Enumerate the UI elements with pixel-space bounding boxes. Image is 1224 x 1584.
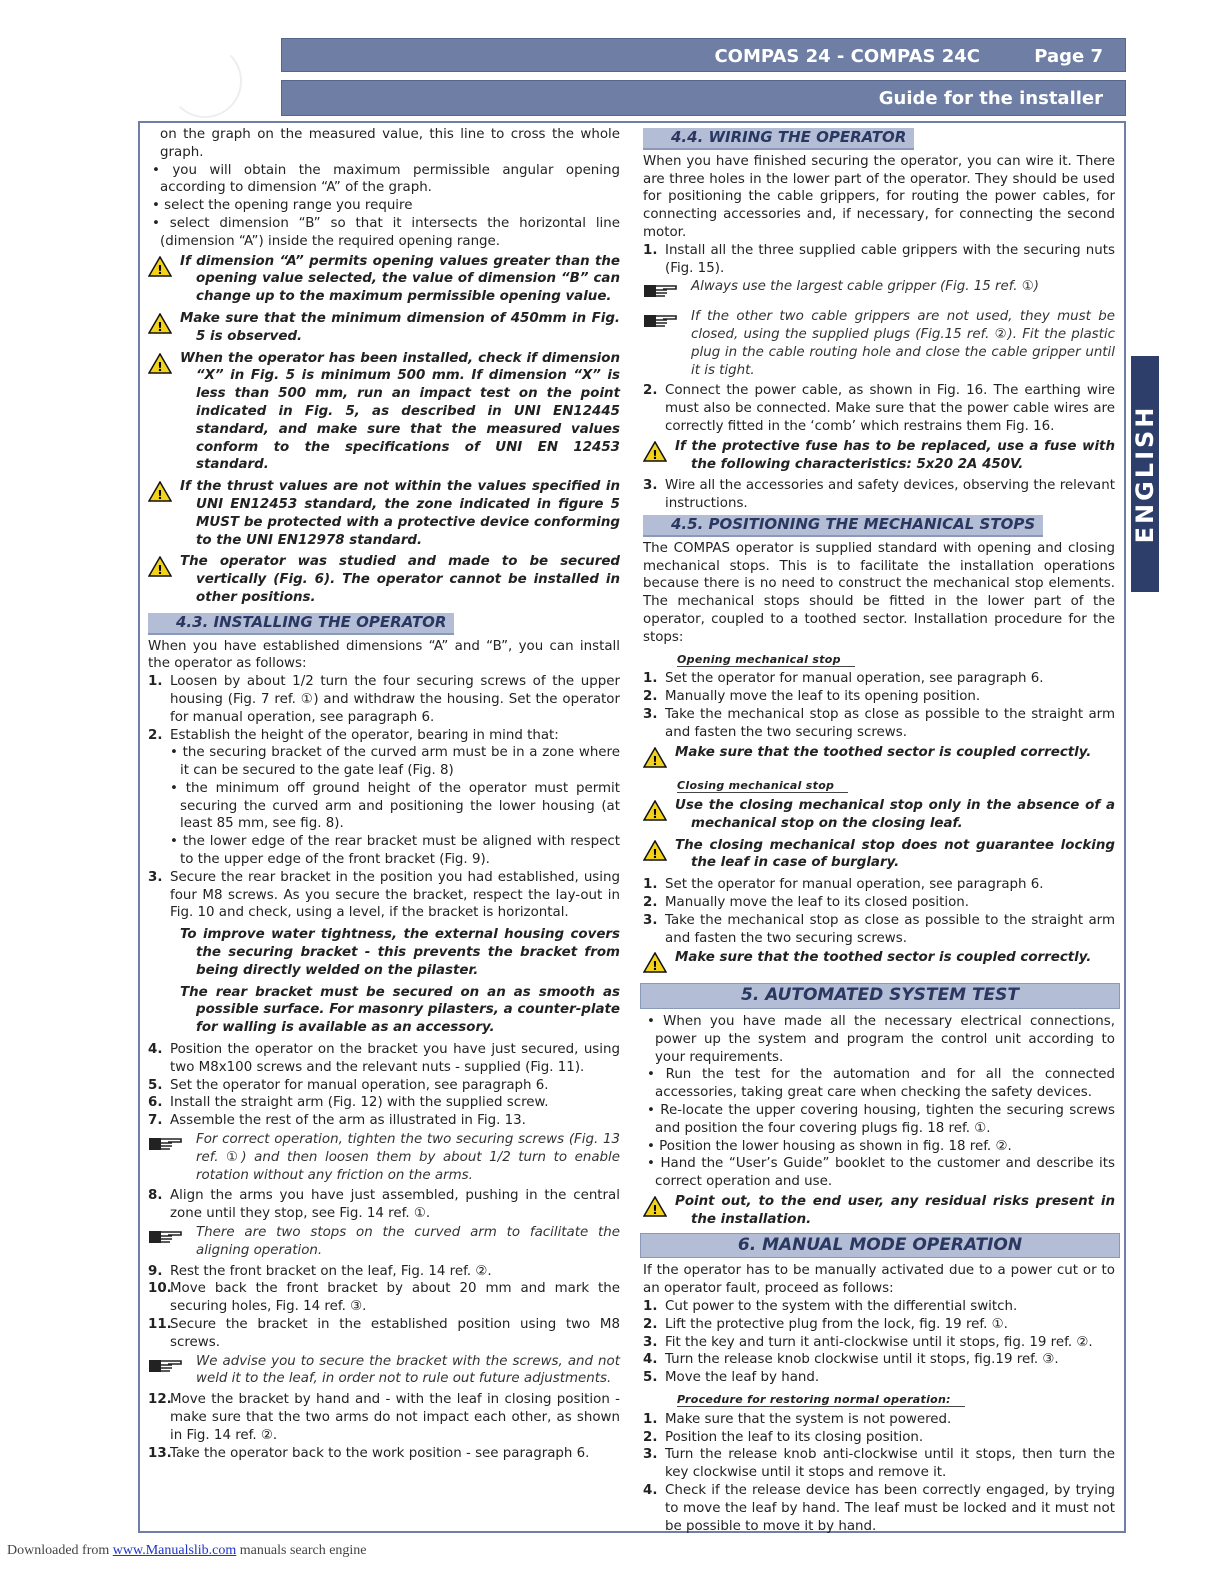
list-text: Secure the rear bracket in the position you had established, using four M8 screws. As you secure the bracket, respect the lay-out in Fig. 10 and check, using a level, if the bracket is horizontal. <box>170 869 620 921</box>
list-item <box>148 1112 620 1130</box>
bullet: • select dimension “B” so that it intersects the horizontal line (dimension “A”) inside the required opening range. <box>152 215 620 249</box>
list-item <box>148 1094 620 1112</box>
list-item <box>148 1187 620 1223</box>
section-intro: The COMPAS operator is supplied standard with opening and closing mechanical stops. This is to facilitate the installation operations because there is no need to construct the mechanical stop elements. The mechanical stops should be fitted in the lower part of the operator, coupled to a toothed sector. Installation procedure for the stops: <box>643 540 1115 645</box>
warning-icon <box>148 556 172 577</box>
header-bar <box>281 38 1126 72</box>
subheading-restore: Procedure for restoring normal operation: <box>643 1391 1115 1409</box>
list-number: 4. <box>148 1042 163 1058</box>
footer-prefix: Downloaded from <box>7 1543 110 1558</box>
list-item <box>643 242 1115 278</box>
list-text: Secure the bracket in the established position using two M8 screws. <box>170 1317 620 1350</box>
warning-icon <box>643 840 667 861</box>
warning-icon <box>643 441 667 462</box>
list-number: 3. <box>643 478 658 494</box>
right-column <box>643 126 1115 1535</box>
list-number: 13. <box>148 1445 172 1461</box>
warning-icon <box>148 256 172 277</box>
list-number: 2. <box>643 689 658 705</box>
warning-text: Make sure that the toothed sector is coupled correctly. <box>675 744 1092 760</box>
warning-icon <box>643 747 667 768</box>
list-number: 4. <box>643 1352 658 1368</box>
note-text: We advise you to secure the bracket with the screws, and not weld it to the leaf, in order not to rule out future adjustments. <box>196 1353 620 1387</box>
section-intro: When you have finished securing the operator, you can wire it. There are three holes in the lower part of the operator. They should be used for positioning the cable grippers, for routing the power cables, for connecting accessories and, if necessary, for connecting the second motor. <box>643 153 1115 240</box>
section-heading-5: 5. AUTOMATED SYSTEM TEST <box>640 983 1120 1009</box>
list-text: Connect the power cable, as shown in Fig. 16. The earthing wire must also be connected. Make sure that the power cable wires are correctly fitted in the ‘comb’ which restrains them Fig. 16. <box>665 383 1115 434</box>
list-number: 8. <box>148 1188 163 1204</box>
note-text: There are two stops on the curved arm to facilitate the aligning operation. <box>196 1225 620 1258</box>
bullet: • Run the test for the automation and for all the connected accessories, taking great care when checking the safety devices. <box>647 1067 1115 1101</box>
warning-text: If the thrust values are not within the values specified in UNI EN12453 standard, the zone indicated in figure 5 MUST be protected with a protective device conforming to the UNI EN12978 standard. <box>180 479 620 548</box>
svg-text:!: ! <box>157 319 163 334</box>
warning-icon <box>148 313 172 334</box>
warning-text: Make sure that the toothed sector is coupled correctly. <box>675 950 1092 966</box>
list-text: Take the mechanical stop as close as possible to the straight arm and fasten the two securing screws. <box>665 912 1115 946</box>
list-number: 2. <box>643 1316 658 1332</box>
svg-text:!: ! <box>157 262 163 277</box>
list-item <box>643 706 1115 742</box>
list-number: 2. <box>643 895 658 911</box>
svg-text:!: ! <box>652 846 658 861</box>
list-item <box>643 670 1115 688</box>
list-text: Take the operator back to the work position - see paragraph 6. <box>170 1445 590 1461</box>
list-text: Install the straight arm (Fig. 12) with the supplied screw. <box>170 1095 549 1111</box>
list-item <box>148 869 620 922</box>
list-number: 2. <box>643 383 658 399</box>
warning <box>148 478 620 549</box>
list-item <box>643 894 1115 912</box>
intro-text: on the graph on the measured value, this line to cross the whole graph. <box>160 127 620 160</box>
list-number: 1. <box>643 1299 658 1315</box>
list-text: Turn the release knob clockwise until it stops, fig.19 ref. ③. <box>665 1352 1059 1368</box>
pointing-hand-icon <box>148 1356 184 1374</box>
list-text: Move the leaf by hand. <box>665 1370 820 1386</box>
list-text: Assemble the rest of the arm as illustrated in Fig. 13. <box>170 1113 526 1129</box>
list-text: Lift the protective plug from the lock, fig. 19 ref. ①. <box>665 1316 1008 1332</box>
list-number: 7. <box>148 1113 163 1129</box>
subheading-closing-stop: Closing mechanical stop <box>643 777 1115 795</box>
section-intro: When you have established dimensions “A” and “B”, you can install the operator as follows: <box>148 638 620 672</box>
list-item <box>148 673 620 726</box>
list-item <box>148 1391 620 1444</box>
note <box>148 1353 620 1389</box>
list-number: 5. <box>148 1077 163 1093</box>
bold-note: To improve water tightness, the external housing covers the securing bracket - this prevents the bracket from being directly welded on the pilaster. <box>180 927 620 978</box>
list-item <box>148 1041 620 1077</box>
list-text: Position the leaf to its closing position. <box>665 1429 924 1445</box>
svg-text:!: ! <box>652 447 658 462</box>
list-item <box>643 1369 1115 1387</box>
header-subtitle: Guide for the installer <box>281 80 1126 116</box>
footer <box>7 1543 367 1559</box>
list-text: Wire all the accessories and safety devices, observing the relevant instructions. <box>665 478 1115 512</box>
pointing-hand-icon <box>148 1227 184 1245</box>
list-text: Manually move the leaf to its closed position. <box>665 895 970 911</box>
list-text: Manually move the leaf to its opening position. <box>665 689 981 705</box>
list-number: 2. <box>148 727 163 743</box>
note <box>643 308 1115 379</box>
warning-text: If the protective fuse has to be replaced, use a fuse with the following characteristics: 5x20 2A 450V. <box>675 438 1115 472</box>
list-number: 1. <box>643 1411 658 1427</box>
list-text: Set the operator for manual operation, see paragraph 6. <box>665 671 1044 687</box>
list-number: 11. <box>148 1317 172 1332</box>
warning <box>643 949 1115 979</box>
section-heading-4-3: 4.3. INSTALLING THE OPERATOR <box>148 613 454 635</box>
warning-icon <box>148 353 172 374</box>
list-text: Move the bracket by hand and - with the leaf in closing position - make sure that the two arms do not impact each other, as shown in Fig. 14 ref. ②. <box>170 1392 620 1443</box>
warning-text: Use the closing mechanical stop only in the absence of a mechanical stop on the closing leaf. <box>675 798 1115 831</box>
section-heading-4-5: 4.5. POSITIONING THE MECHANICAL STOPS <box>643 515 1043 537</box>
list-item <box>148 1445 620 1463</box>
faded-logo <box>168 44 242 118</box>
bullet: • Re-locate the upper covering housing, tighten the securing screws and position the four covering plugs fig. 18 ref. ①. <box>647 1103 1115 1136</box>
warning-icon <box>643 800 667 821</box>
svg-text:!: ! <box>652 753 658 768</box>
warning-icon <box>148 481 172 502</box>
pointing-hand-icon <box>643 311 679 329</box>
language-tab <box>1131 356 1159 592</box>
list-number: 1. <box>643 877 658 893</box>
list-text: Move back the front bracket by about 20 mm and mark the securing holes, Fig. 14 ref. ③. <box>170 1281 620 1315</box>
list-item <box>643 1429 1115 1447</box>
list-text: Align the arms you have just assembled, pushing in the central zone until they stop, see Fig. 14 ref. ①. <box>170 1188 620 1222</box>
manualslib-link[interactable]: www.Manualslib.com <box>112 1543 237 1558</box>
list-text: Cut power to the system with the differential switch. <box>665 1299 1018 1315</box>
list-item <box>643 876 1115 894</box>
document-title: COMPAS 24 - COMPAS 24C <box>714 46 980 67</box>
list-item <box>148 1263 620 1281</box>
list-item <box>643 688 1115 706</box>
warning-text: Point out, to the end user, any residual risks present in the installation. <box>675 1194 1115 1227</box>
list-text: Rest the front bracket on the leaf, Fig. 14 ref. ②. <box>170 1263 492 1279</box>
warning <box>643 744 1115 774</box>
warning-text: If dimension “A” permits opening values greater than the opening value selected, the value of dimension “B” can change up to the maximum permissible opening value. <box>180 253 620 305</box>
list-number: 3. <box>643 1334 658 1350</box>
list-number: 3. <box>643 1447 658 1463</box>
list-number: 2. <box>643 1429 658 1445</box>
list-text: Set the operator for manual operation, see paragraph 6. <box>665 877 1044 893</box>
note-text: If the other two cable grippers are not used, they must be closed, using the supplied plugs (Fig.15 ref. ②). Fit the plastic plug in the cable routing hole and close the cable gripper until it is tight. <box>691 309 1115 378</box>
bullet: • Position the lower housing as shown in fig. 18 ref. ②. <box>647 1138 1012 1154</box>
list-item <box>148 1077 620 1095</box>
warning-text: The closing mechanical stop does not guarantee locking the leaf in case of burglary. <box>675 837 1115 871</box>
warning <box>148 553 620 606</box>
note-text: Always use the largest cable gripper (Fig. 15 ref. ①) <box>691 279 1039 295</box>
language-label: ENGLISH <box>1131 404 1159 544</box>
subheading-opening-stop: Opening mechanical stop <box>643 651 1115 669</box>
bullet: • you will obtain the maximum permissible angular opening according to dimension “A” of the graph. <box>152 162 620 196</box>
pointing-hand-icon <box>148 1134 184 1152</box>
svg-text:!: ! <box>652 959 658 974</box>
warning <box>148 310 620 346</box>
warning <box>643 797 1115 833</box>
note <box>148 1131 620 1184</box>
list-item <box>643 1482 1115 1535</box>
list-item <box>643 1446 1115 1482</box>
bullet: • When you have made all the necessary electrical connections, power up the system and program the control unit according to your requirements. <box>647 1014 1115 1065</box>
list-text: Position the operator on the bracket you have just secured, using two M8x100 screws and the relevant nuts - supplied (Fig. 11). <box>170 1042 620 1075</box>
list-text: Make sure that the system is not powered. <box>665 1411 952 1427</box>
sub-bullet: • the lower edge of the rear bracket must be aligned with respect to the upper edge of the front bracket (Fig. 9). <box>170 834 620 868</box>
svg-text:!: ! <box>652 807 658 822</box>
section-heading-4-4: 4.4. WIRING THE OPERATOR <box>643 128 914 150</box>
svg-text:!: ! <box>652 1203 658 1218</box>
list-number: 1. <box>643 671 658 687</box>
warning <box>643 1193 1115 1229</box>
list-number: 3. <box>643 706 658 722</box>
warning-icon <box>643 1196 667 1217</box>
list-number: 9. <box>148 1263 163 1279</box>
list-item <box>643 1334 1115 1352</box>
left-column <box>148 126 620 1462</box>
warning-text: The operator was studied and made to be secured vertically (Fig. 6). The operator cannot be installed in other positions. <box>180 554 620 605</box>
list-text: Turn the release knob anti-clockwise until it stops, then turn the key clockwise until it stops and remove it. <box>665 1447 1115 1481</box>
list-item <box>148 1280 620 1316</box>
list-text: Loosen by about 1/2 turn the four securing screws of the upper housing (Fig. 7 ref. ①) and withdraw the housing. Set the operator for manual operation, see paragraph 6. <box>170 674 620 725</box>
list-item <box>643 1298 1115 1316</box>
list-text: Establish the height of the operator, bearing in mind that: <box>170 727 559 743</box>
list-item <box>643 1316 1115 1334</box>
list-number: 4. <box>643 1482 658 1498</box>
footer-suffix: manuals search engine <box>239 1543 367 1558</box>
list-number: 5. <box>643 1370 658 1386</box>
note <box>643 278 1115 305</box>
warning <box>148 350 620 475</box>
list-number: 12. <box>148 1392 172 1408</box>
warning-text: Make sure that the minimum dimension of 450mm in Fig. 5 is observed. <box>180 310 620 344</box>
warning <box>643 837 1115 873</box>
list-item <box>643 1411 1115 1429</box>
list-number: 6. <box>148 1095 163 1111</box>
warning <box>643 438 1115 474</box>
note-text: For correct operation, tighten the two securing screws (Fig. 13 ref. ①) and then loosen them by about 1/2 turn to enable rotation without any friction on the arms. <box>196 1132 620 1183</box>
section-intro: If the operator has to be manually activated due to a power cut or to an operator fault, proceed as follows: <box>643 1263 1115 1297</box>
list-number: 1. <box>643 242 658 258</box>
list-number: 3. <box>643 912 658 928</box>
list-item <box>643 382 1115 435</box>
note <box>148 1224 620 1260</box>
sub-bullet: • the securing bracket of the curved arm must be in a zone where it can be secured to the gate leaf (Fig. 8) <box>170 745 620 779</box>
section-heading-6: 6. MANUAL MODE OPERATION <box>640 1233 1120 1259</box>
warning-icon <box>643 952 667 973</box>
svg-text:!: ! <box>157 488 163 503</box>
list-text: Take the mechanical stop as close as possible to the straight arm and fasten the two securing screws. <box>665 706 1115 740</box>
list-item <box>148 727 620 745</box>
bold-note: The rear bracket must be secured on an as smooth as possible surface. For masonry pilasters, a counter-plate for walling is available as an accessory. <box>180 984 620 1036</box>
bullet: • Hand the “User’s Guide” booklet to the customer and describe its correct operation and use. <box>647 1156 1115 1190</box>
list-number: 1. <box>148 674 163 690</box>
page-number: Page 7 <box>1034 46 1103 67</box>
list-item <box>643 477 1115 513</box>
list-item <box>643 1351 1115 1369</box>
list-text: Fit the key and turn it anti-clockwise until it stops, fig. 19 ref. ②. <box>665 1334 1093 1350</box>
list-text: Check if the release device has been correctly engaged, by trying to move the leaf by hand. The leaf must be locked and it must not be possible to move it by hand. <box>665 1482 1115 1534</box>
list-number: 10. <box>148 1281 172 1297</box>
list-item <box>148 1316 620 1352</box>
pointing-hand-icon <box>643 281 679 299</box>
svg-text:!: ! <box>157 359 163 374</box>
bullet: • select the opening range you require <box>152 198 413 214</box>
svg-text:!: ! <box>157 563 163 578</box>
warning <box>148 253 620 306</box>
list-text: Install all the three supplied cable grippers with the securing nuts (Fig. 15). <box>665 242 1115 276</box>
warning-text: When the operator has been installed, check if dimension “X” in Fig. 5 is minimum 500 mm. If dimension “X” is less than 500 mm, run an impact test on the point indicated in Fig. 5, as described in UNI EN12445 standard, and make sure that the measured values conform to the specifications of UNI EN 12453 standard. <box>180 350 620 473</box>
sub-bullet: • the minimum off ground height of the operator must permit securing the curved arm and positioning the lower housing (at least 85 mm, see fig. 8). <box>170 780 620 832</box>
list-number: 3. <box>148 869 163 885</box>
list-item <box>643 912 1115 948</box>
list-text: Set the operator for manual operation, see paragraph 6. <box>170 1077 549 1093</box>
